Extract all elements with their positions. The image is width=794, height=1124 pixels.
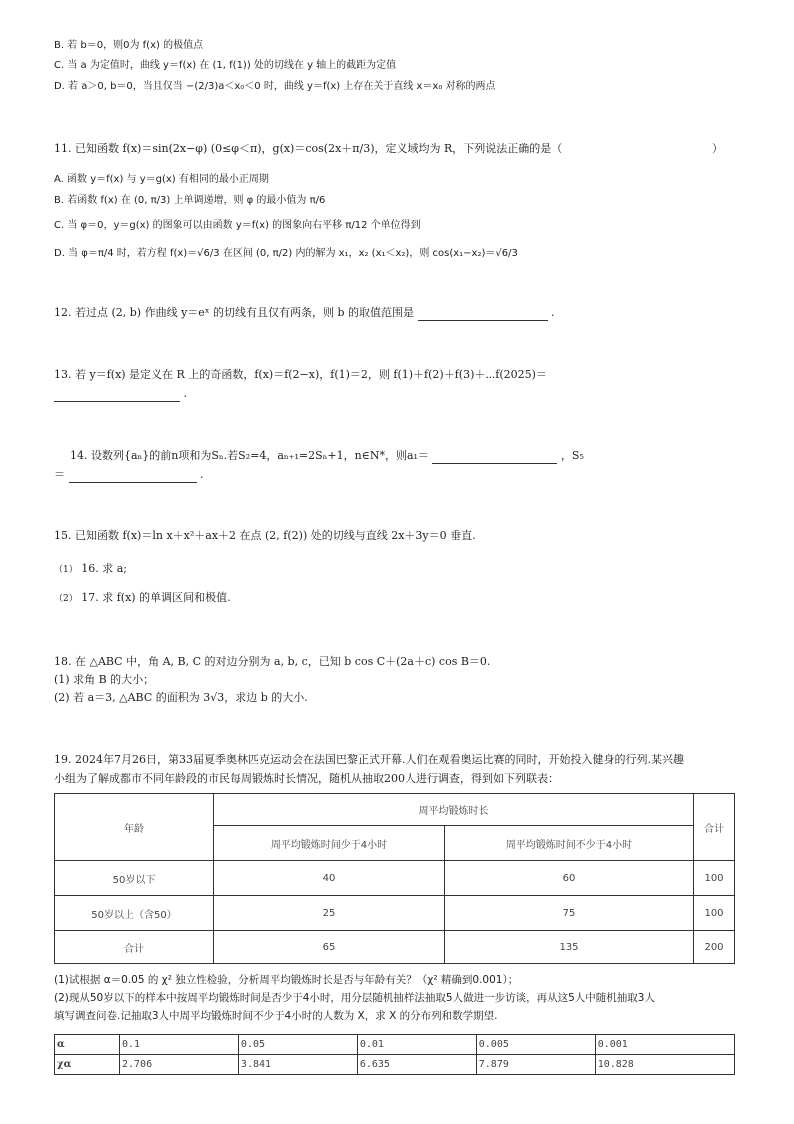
q12-tail: . bbox=[551, 306, 555, 319]
q14-mid: ，S₅ bbox=[560, 449, 584, 462]
q12-answer-blank[interactable] bbox=[418, 308, 548, 321]
q14-stem: 14. 设数列{aₙ}的前n项和为Sₙ.若S₂=4，aₙ₊₁=2Sₙ+1，n∈N*，则a₁＝ bbox=[70, 449, 429, 462]
q12-stem: 12. 若过点 (2, b) 作曲线 y＝eˣ 的切线有且仅有两条，则 b 的取值范围是 bbox=[54, 306, 415, 319]
q14-answer-blank-1[interactable] bbox=[432, 451, 557, 464]
cell-notless: 75 bbox=[445, 896, 694, 931]
table-row bbox=[55, 931, 735, 964]
cell-notless: 60 bbox=[445, 861, 694, 896]
q15-part2-number: （2） bbox=[54, 594, 78, 604]
q11-stem: 11. 已知函数 f(x)＝sin(2x−φ) (0≤φ＜π)，g(x)＝cos(2x＋π/3)，定义域均为 R，下列说法正确的是（ bbox=[54, 142, 563, 155]
q14-tail: . bbox=[200, 468, 204, 481]
contingency-table bbox=[54, 793, 735, 964]
table-row bbox=[55, 861, 735, 896]
row-label: 50岁以下 bbox=[55, 861, 214, 896]
q10-option-b: B. 若 b＝0，则0为 f(x) 的极值点 bbox=[54, 40, 204, 51]
critical-value-table bbox=[54, 1034, 735, 1075]
q15-stem: 15. 已知函数 f(x)＝ln x＋x²＋ax＋2 在点 (2, f(2)) 处的切线与直线 2x＋3y＝0 垂直. bbox=[54, 529, 476, 542]
q11-option-a: A. 函数 y＝f(x) 与 y＝g(x) 有相同的最小正周期 bbox=[54, 174, 269, 185]
chi-value: 10.828 bbox=[595, 1055, 734, 1075]
q13-answer-line bbox=[54, 386, 187, 402]
q11-answer-paren: ） bbox=[712, 142, 723, 155]
q19-part1: (1)试根据 α＝0.05 的 χ² 独立性检验，分析周平均锻炼时长是否与年龄有关？（χ² 精确到0.001）； bbox=[54, 974, 519, 986]
q10-option-d: D. 若 a＞0, b＝0，当且仅当 −(2/3)a＜x₀＜0 时，曲线 y＝f(x) 上存在关于直线 x＝x₀ 对称的两点 bbox=[54, 81, 496, 92]
q11-option-d: D. 当 φ＝π/4 时，若方程 f(x)＝√6/3 在区间 (0, π/2) 内的解为 x₁，x₂ (x₁＜x₂)，则 cos(x₁−x₂)＝√6/3 bbox=[54, 248, 518, 259]
q12 bbox=[54, 305, 555, 321]
cell-notless: 135 bbox=[445, 931, 694, 964]
row-label: 合计 bbox=[55, 931, 214, 964]
q13-stem: 13. 若 y＝f(x) 是定义在 R 上的奇函数，f(x)＝f(2−x)，f(1)＝2，则 f(1)＋f(2)＋f(3)＋⋯f(2025)＝ bbox=[54, 368, 547, 381]
header-less-than-4h: 周平均锻炼时间少于4小时 bbox=[214, 826, 445, 861]
q15-part2-text: 17. 求 f(x) 的单调区间和极值. bbox=[81, 591, 231, 604]
q11-option-b: B. 若函数 f(x) 在 (0, π/3) 上单调递增，则 φ 的最小值为 π/6 bbox=[54, 195, 326, 206]
q15-part2 bbox=[54, 590, 231, 607]
q13-answer-blank[interactable] bbox=[54, 389, 180, 402]
chi-label: χα bbox=[55, 1055, 120, 1075]
table-row bbox=[55, 896, 735, 931]
cell-total: 200 bbox=[694, 931, 735, 964]
q15-part1-text: 16. 求 a; bbox=[81, 562, 127, 575]
table-row bbox=[55, 1035, 735, 1055]
chi-value: 2.706 bbox=[120, 1055, 239, 1075]
q14-line2 bbox=[54, 467, 204, 483]
q19-part2-line2: 填写调查问卷.记抽取3人中周平均锻炼时间不少于4小时的人数为 X，求 X 的分布列和数学期望. bbox=[54, 1010, 498, 1022]
q19-part2-line1: (2)现从50岁以下的样本中按周平均锻炼时间是否少于4小时，用分层随机抽样法抽取5人做进一步访谈，再从这5人中随机抽取3人 bbox=[54, 992, 655, 1004]
q11-option-c: C. 当 φ＝0，y＝g(x) 的图象可以由函数 y＝f(x) 的图象向右平移 π/12 个单位得到 bbox=[54, 220, 421, 231]
q15-part1 bbox=[54, 561, 127, 578]
chi-value: 7.879 bbox=[476, 1055, 595, 1075]
q18-part2: (2) 若 a＝3, △ABC 的面积为 3√3，求边 b 的大小. bbox=[54, 691, 308, 704]
q14-answer-blank-2[interactable] bbox=[69, 470, 197, 483]
table-row bbox=[55, 1055, 735, 1075]
q18-stem: 18. 在 △ABC 中，角 A, B, C 的对边分别为 a, b, c，已知 b cos C＋(2a＋c) cos B＝0. bbox=[54, 655, 491, 668]
alpha-value: 0.001 bbox=[595, 1035, 734, 1055]
cell-total: 100 bbox=[694, 896, 735, 931]
q18-part1: (1) 求角 B 的大小； bbox=[54, 673, 155, 686]
q13-tail: . bbox=[183, 387, 187, 400]
cell-less: 65 bbox=[214, 931, 445, 964]
alpha-value: 0.005 bbox=[476, 1035, 595, 1055]
alpha-label: α bbox=[55, 1035, 120, 1055]
alpha-value: 0.1 bbox=[120, 1035, 239, 1055]
alpha-value: 0.05 bbox=[238, 1035, 357, 1055]
q14-eq: ＝ bbox=[54, 468, 65, 481]
q14 bbox=[70, 448, 584, 464]
header-weekly-exercise: 周平均锻炼时长 bbox=[214, 794, 694, 826]
chi-value: 6.635 bbox=[357, 1055, 476, 1075]
chi-value: 3.841 bbox=[238, 1055, 357, 1075]
header-total: 合计 bbox=[694, 794, 735, 861]
cell-less: 40 bbox=[214, 861, 445, 896]
row-label: 50岁以上（含50） bbox=[55, 896, 214, 931]
cell-less: 25 bbox=[214, 896, 445, 931]
q19-line1: 19. 2024年7月26日，第33届夏季奥林匹克运动会在法国巴黎正式开幕.人们在观看奥运比赛的同时，开始投入健身的行列.某兴趣 bbox=[54, 753, 684, 766]
q10-option-c: C. 当 a 为定值时，曲线 y＝f(x) 在 (1, f(1)) 处的切线在 y 轴上的截距为定值 bbox=[54, 60, 397, 71]
q15-part1-number: （1） bbox=[54, 565, 78, 575]
header-not-less-than-4h: 周平均锻炼时间不少于4小时 bbox=[445, 826, 694, 861]
alpha-value: 0.01 bbox=[357, 1035, 476, 1055]
header-age: 年龄 bbox=[55, 794, 214, 861]
q19-line2: 小组为了解成都市不同年龄段的市民每周锻炼时长情况，随机从抽取200人进行调查，得到如下列联表： bbox=[54, 772, 559, 785]
cell-total: 100 bbox=[694, 861, 735, 896]
